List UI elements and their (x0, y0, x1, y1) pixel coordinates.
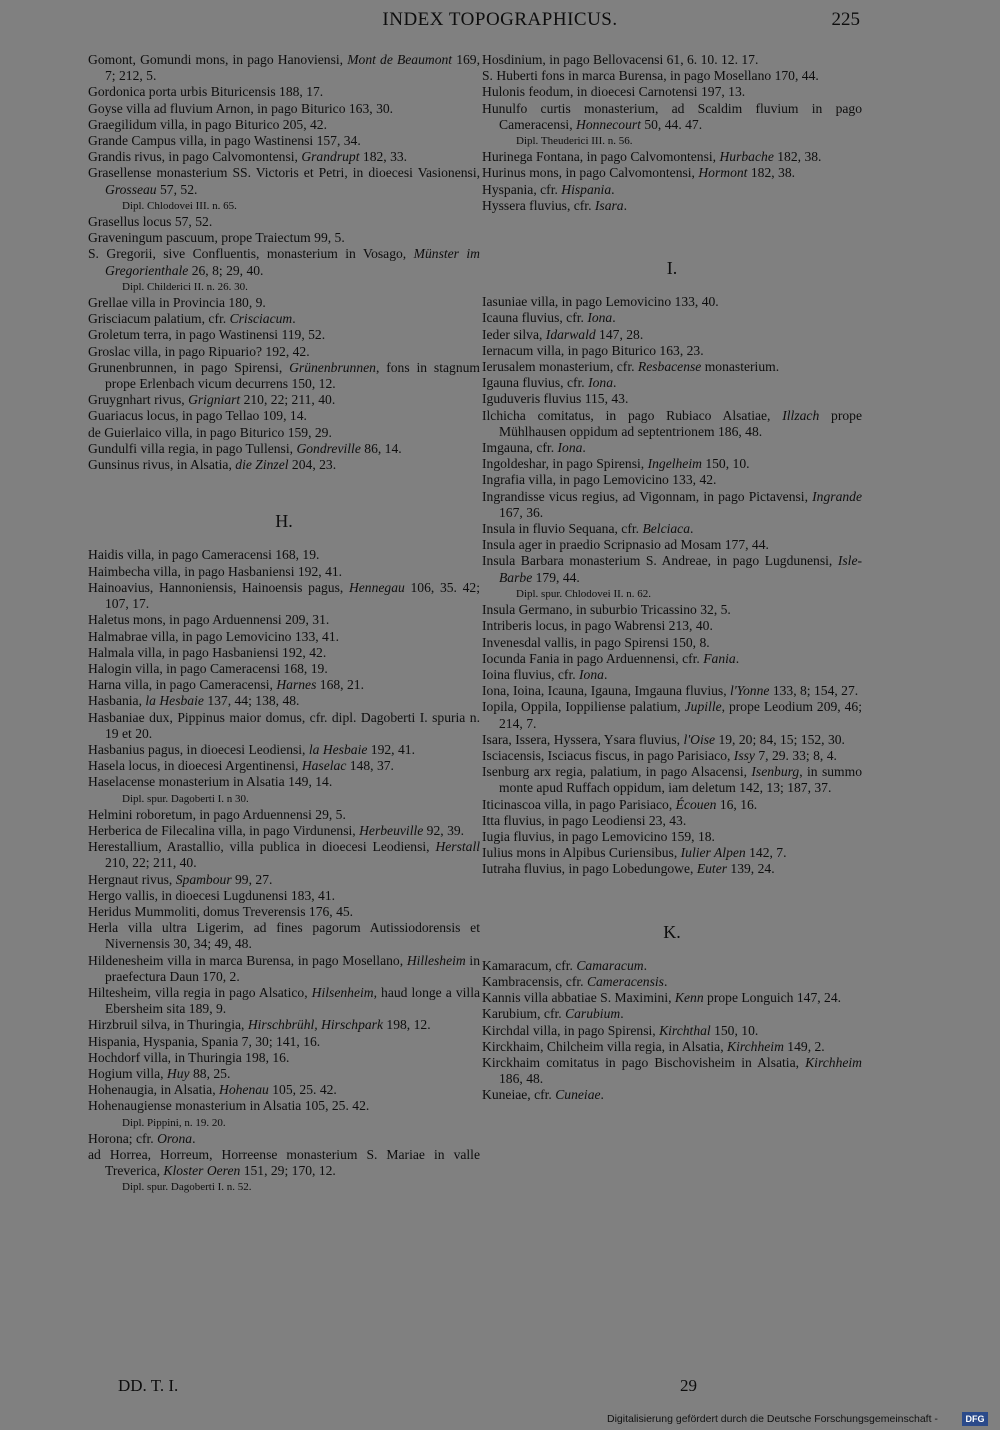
index-entry: Gruygnhart rivus, Grigniart 210, 22; 211, 40. (88, 392, 336, 408)
index-entry: Hildenesheim villa in marca Burensa, in pago Mosellano, Hillesheim in praefectura Daun 170, 2. (88, 952, 480, 984)
index-entry: Hasela locus, in dioecesi Argentinensi, Haselac 148, 37. (88, 758, 394, 774)
section-letter: K. (663, 921, 681, 942)
index-entry: Harna villa, in pago Cameracensi, Harnes 168, 21. (88, 677, 364, 693)
index-entry: Insula Barbara monasterium S. Andreae, in pago Lugdunensi, Isle-Barbe 179, 44. (482, 553, 862, 585)
index-entry: Hirzbruil silva, in Thuringia, Hirschbrühl, Hirschpark 198, 12. (88, 1017, 431, 1033)
index-entry: Ieder silva, Idarwald 147, 28. (482, 326, 644, 342)
index-entry: Hulonis feodum, in dioecesi Carnotensi 197, 13. (482, 84, 746, 100)
index-entry: Hispania, Hyspania, Spania 7, 30; 141, 16. (88, 1033, 321, 1049)
index-entry: Grisciacum palatium, cfr. Crisciacum. (88, 311, 296, 327)
index-entry: Gundulfi villa regia, in pago Tullensi, Gondreville 86, 14. (88, 440, 402, 456)
index-entry: Hergo vallis, in dioecesi Lugdunensi 183, 41. (88, 887, 336, 903)
index-entry: Hasbanius pagus, in dioecesi Leodiensi, la Hesbaie 192, 41. (88, 741, 415, 757)
index-entry: Halmala villa, in pago Hasbaniensi 192, 42. (88, 644, 327, 660)
index-entry: Haidis villa, in pago Cameracensi 168, 19. (88, 547, 320, 563)
index-entry: Kirckhaim comitatus in pago Bischovisheim in Alsatia, Kirchheim 186, 48. (482, 1054, 862, 1087)
index-entry: Iona, Ioina, Icauna, Igauna, Imgauna fluvius, l'Yonne 133, 8; 154, 27. (482, 683, 859, 699)
index-entry: Iugia fluvius, in pago Lemovicino 159, 18. (482, 828, 715, 844)
index-entry: Halogin villa, in pago Cameracensi 168, 19. (88, 660, 328, 676)
index-entry: Herestallium, Arastallio, villa publica in dioecesi Leodiensi, Herstall 210, 22; 211, 40. (88, 839, 480, 871)
index-entry: Iernacum villa, in pago Biturico 163, 23. (482, 342, 704, 358)
index-entry: Grandis rivus, in pago Calvomontensi, Grandrupt 182, 33. (88, 149, 408, 165)
index-entry: Herla villa ultra Ligerim, ad fines pagorum Autissiodorensis et Nivernensis 30, 34; 49, 48. (88, 920, 480, 952)
index-entry: Halmabrae villa, in pago Lemovicino 133, 41. (88, 628, 340, 644)
index-entry: Graegilidum villa, in pago Biturico 205, 42. (88, 116, 327, 132)
index-entry: Gunsinus rivus, in Alsatia, die Zinzel 204, 23. (88, 457, 337, 473)
index-entry: Haletus mons, in pago Arduennensi 209, 31. (88, 612, 330, 628)
index-entry: ad Horrea, Horreum, Horreense monasterium S. Mariae in valle Treverica, Kloster Oeren 151, 29; 170, 12. (88, 1147, 480, 1179)
index-entry: Hohenaugiense monasterium in Alsatia 105, 25. 42. (88, 1098, 370, 1114)
index-entry: Helmini roboretum, in pago Arduennensi 29, 5. (88, 806, 346, 822)
index-entry: Graveningum pascuum, prope Traiectum 99, 5. (88, 230, 345, 246)
index-entry: Hiltesheim, villa regia in pago Alsatico, Hilsenheim, haud longe a villa Ebersheim sita 189, 9. (88, 984, 481, 1017)
index-entry: Kamaracum, cfr. Camaracum. (482, 957, 647, 973)
page-number: 225 (831, 9, 860, 30)
diploma-reference: Dipl. Theuderici III. n. 56. (516, 135, 633, 148)
index-entry: S. Huberti fons in marca Burensa, in pago Mosellano 170, 44. (482, 68, 819, 84)
sheet-number: 29 (680, 1376, 697, 1395)
index-entry: Insula ager in praedio Scripnasio ad Mosam 177, 44. (482, 537, 769, 553)
index-entry: Groletum terra, in pago Wastinensi 119, 52. (88, 327, 326, 343)
index-entry: Icauna fluvius, cfr. Iona. (482, 310, 616, 326)
index-entry: Karubium, cfr. Carubium. (482, 1006, 624, 1022)
index-entry: Kambracensis, cfr. Cameracensis. (482, 973, 668, 989)
index-entry: Ingoldeshar, in pago Spirensi, Ingelheim 150, 10. (482, 456, 750, 472)
index-entry: Goyse villa ad fluvium Arnon, in pago Biturico 163, 30. (88, 100, 394, 116)
index-entry: Hohenaugia, in Alsatia, Hohenau 105, 25. 42. (88, 1082, 337, 1098)
index-entry: Intriberis locus, in pago Wabrensi 213, 40. (482, 618, 713, 634)
index-entry: Grellae villa in Provincia 180, 9. (88, 295, 266, 311)
index-entry: Groslac villa, in pago Ripuario? 192, 42. (88, 343, 310, 359)
index-entry: Hurinega Fontana, in pago Calvomontensi, Hurbache 182, 38. (482, 149, 822, 165)
index-entry: Iasuniae villa, in pago Lemovicino 133, 40. (482, 294, 719, 310)
index-entry: Iticinascoa villa, in pago Parisiaco, Écouen 16, 16. (482, 796, 758, 812)
index-entry: Horona; cfr. Orona. (88, 1130, 196, 1146)
index-entry: de Guierlaico villa, in pago Biturico 159, 29. (88, 424, 332, 440)
index-entry: Guariacus locus, in pago Tellao 109, 14. (88, 408, 307, 424)
index-entry: Grande Campus villa, in pago Wastinensi 157, 34. (88, 133, 361, 149)
index-entry: Iguduveris fluvius 115, 43. (482, 391, 629, 407)
index-entry: Imgauna, cfr. Iona. (482, 440, 586, 456)
index-entry: Hyspania, cfr. Hispania. (482, 181, 615, 197)
index-entry: Hogium villa, Huy 88, 25. (88, 1065, 231, 1081)
index-entry: Iutraha fluvius, in pago Lobedungowe, Euter 139, 24. (482, 861, 775, 877)
index-entry: Ingrafia villa, in pago Lemovicino 133, 42. (482, 472, 717, 488)
diploma-reference: Dipl. spur. Dagoberti I. n. 52. (122, 1181, 252, 1194)
index-entry: Grasellus locus 57, 52. (88, 214, 213, 230)
index-entry: Haimbecha villa, in pago Hasbaniensi 192, 41. (88, 563, 343, 579)
diploma-reference: Dipl. Chlodovei III. n. 65. (122, 199, 237, 212)
diploma-reference: Dipl. spur. Chlodovei II. n. 62. (516, 587, 652, 600)
diploma-reference: Dipl. Childerici II. n. 26. 30. (122, 280, 248, 293)
index-entry: Hasbaniae dux, Pippinus maior domus, cfr. dipl. Dagoberti I. spuria n. 19 et 20. (88, 709, 480, 741)
right-column (482, 52, 862, 1104)
index-entry: Kirckhaim, Chilcheim villa regia, in Alsatia, Kirchheim 149, 2. (482, 1038, 825, 1054)
index-entry: Kuneiae, cfr. Cuneiae. (482, 1087, 604, 1103)
diploma-reference: Dipl. spur. Dagoberti I. n 30. (122, 792, 249, 805)
index-entry: Hainoavius, Hannoniensis, Hainoensis pagus, Hennegau 106, 35. 42; 107, 17. (88, 579, 480, 612)
index-entry: Insula in fluvio Sequana, cfr. Belciaca. (482, 521, 694, 537)
section-letter: I. (666, 258, 678, 279)
index-entry: Iocunda Fania in pago Arduennensi, cfr. Fania. (482, 650, 740, 666)
index-entry: Ioina fluvius, cfr. Iona. (482, 666, 608, 682)
index-entry: Ingrandisse vicus regius, ad Vigonnam, in pago Pictavensi, Ingrande 167, 36. (482, 488, 862, 520)
index-entry: Hergnaut rivus, Spambour 99, 27. (88, 871, 273, 887)
index-entry: S. Gregorii, sive Confluentis, monasterium in Vosago, Münster im Gregorienthale 26, 8; 29, 40. (88, 246, 480, 278)
index-entry: Hyssera fluvius, cfr. Isara. (482, 197, 627, 213)
dfg-credit: Digitalisierung gefördert durch die Deutsche Forschungsgemeinschaft - (607, 1413, 938, 1425)
index-entry: Itta fluvius, in pago Leodiensi 23, 43. (482, 812, 687, 828)
index-entry: Kannis villa abbatiae S. Maximini, Kenn prope Longuich 147, 24. (482, 990, 842, 1006)
index-entry: Gordonica porta urbis Bituricensis 188, 17. (88, 84, 324, 100)
index-entry: Herberica de Filecalina villa, in pago Virdunensi, Herbeuville 92, 39. (88, 822, 465, 838)
index-entry: Igauna fluvius, cfr. Iona. (482, 375, 617, 391)
index-entry: Haselacense monasterium in Alsatia 149, 14. (88, 774, 333, 790)
index-entry: Iopila, Oppila, Ioppiliense palatium, Jupille, prope Leodium 209, 46; 214, 7. (482, 699, 862, 731)
index-entry: Ilchicha comitatus, in pago Rubiaco Alsatiae, Illzach prope Mühlhausen oppidum ad septentrionem 186, 48. (482, 407, 862, 439)
index-entry: Insula Germano, in suburbio Tricassino 32, 5. (482, 602, 731, 618)
index-entry: Grunenbrunnen, in pago Spirensi, Grünenbrunnen, fons in stagnum prope Erlenbach vicum decurrens 150, 12. (88, 359, 480, 392)
diploma-reference: Dipl. Pippini, n. 19. 20. (122, 1116, 226, 1129)
index-entry: Ierusalem monasterium, cfr. Resbacense monasterium. (482, 359, 780, 375)
dfg-logo: DFG (962, 1412, 988, 1426)
index-entry: Grasellense monasterium SS. Victoris et Petri, in dioecesi Vasionensi, Grosseau 57, 52. (88, 165, 480, 197)
index-entry: Heridus Mummoliti, domus Treverensis 176, 45. (88, 903, 354, 919)
page-title: INDEX TOPOGRAPHICUS. (382, 9, 618, 30)
index-entry: Hasbania, la Hesbaie 137, 44; 138, 48. (88, 693, 300, 709)
index-entry: Isara, Issera, Hyssera, Ysara fluvius, l'Oise 19, 20; 84, 15; 152, 30. (482, 731, 845, 747)
index-entry: Invenesdal vallis, in pago Spirensi 150, 8. (482, 634, 710, 650)
index-entry: Isciacensis, Isciacus fiscus, in pago Parisiaco, Issy 7, 29. 33; 8, 4. (482, 747, 837, 763)
index-entry: Iulius mons in Alpibus Curiensibus, Iulier Alpen 142, 7. (482, 845, 787, 861)
index-entry: Kirchdal villa, in pago Spirensi, Kirchthal 150, 10. (482, 1022, 759, 1038)
index-entry: Hurinus mons, in pago Calvomontensi, Hormont 182, 38. (482, 165, 796, 181)
index-entry: Gomont, Gomundi mons, in pago Hanoviensi, Mont de Beaumont 169, 7; 212, 5. (88, 52, 481, 84)
index-entry: Hunulfo curtis monasterium, ad Scaldim fluvium in pago Cameracensi, Honnecourt 50, 44. 47. (482, 100, 862, 132)
index-entry: Isenburg arx regia, palatium, in pago Alsacensi, Isenburg, in summo monte apud Ruffach oppidum, iam deletum 142, 13; 187, 37. (482, 764, 862, 796)
index-entry: Hochdorf villa, in Thuringia 198, 16. (88, 1049, 290, 1065)
index-entry: Hosdinium, in pago Bellovacensi 61, 6. 10. 12. 17. (482, 52, 759, 67)
signature-mark: DD. T. I. (118, 1376, 179, 1395)
section-letter: H. (275, 511, 293, 532)
left-column (88, 52, 480, 1196)
